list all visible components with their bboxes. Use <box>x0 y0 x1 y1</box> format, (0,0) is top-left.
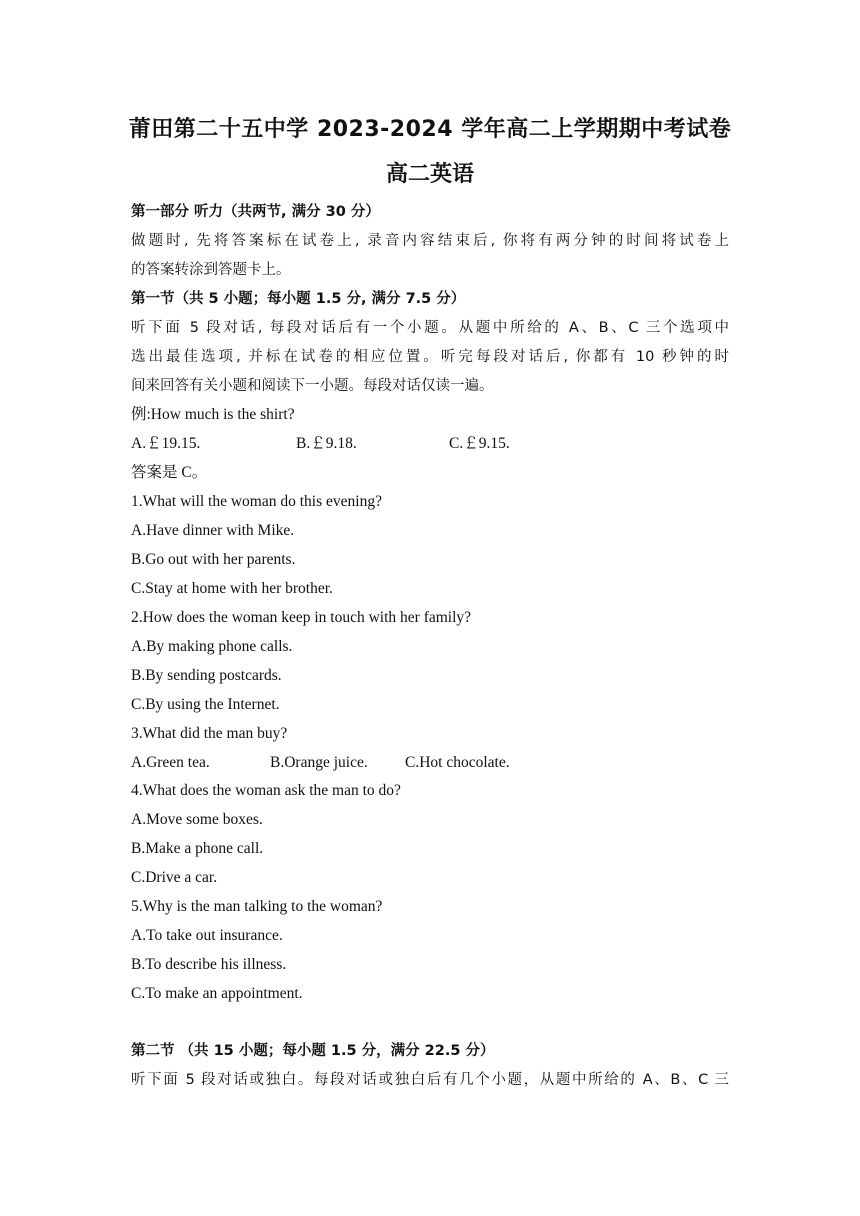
question-3-option-a: A.Green tea. <box>131 754 210 771</box>
section1-heading: 第一节（共 5 小题；每小题 1.5 分, 满分 7.5 分） <box>131 291 466 307</box>
question-5: 5.Why is the man talking to the woman? <box>131 898 383 915</box>
question-1-option-a: A.Have dinner with Mike. <box>131 522 295 539</box>
question-3-option-c: C.Hot chocolate. <box>405 754 510 771</box>
question-3-option-b: B.Orange juice. <box>270 754 368 771</box>
example-option-c: C.￡9.15. <box>449 435 510 452</box>
example-options <box>131 434 510 454</box>
question-3-options <box>131 753 510 773</box>
question-2: 2.How does the woman keep in touch with her family? <box>131 609 472 626</box>
question-1-option-b: B.Go out with her parents. <box>131 551 296 568</box>
question-4: 4.What does the woman ask the man to do? <box>131 782 401 799</box>
question-2-option-c: C.By using the Internet. <box>131 696 280 713</box>
section1-instructions-line3: 间来回答有关小题和阅读下一小题。每段对话仅读一遍。 <box>131 378 494 394</box>
question-4-option-a: A.Move some boxes. <box>131 811 263 828</box>
question-2-option-b: B.By sending postcards. <box>131 667 282 684</box>
question-2-option-a: A.By making phone calls. <box>131 638 293 655</box>
section2-instructions-line1: 听下面 5 段对话或独白。每段对话或独白后有几个小题，从题中所给的 A、B、C 三 <box>131 1072 729 1088</box>
example-option-b: B.￡9.18. <box>296 435 357 452</box>
section1-instructions-line1: 听下面 5 段对话, 每段对话后有一个小题。从题中所给的 A、B、C 三个选项中 <box>131 320 729 336</box>
part1-instructions-line2: 的答案转涂到答题卡上。 <box>131 262 291 278</box>
example-answer: 答案是 C。 <box>131 464 208 481</box>
example-question: 例:How much is the shirt? <box>131 406 295 423</box>
section2-heading: 第二节 （共 15 小题；每小题 1.5 分，满分 22.5 分） <box>131 1043 495 1059</box>
question-1: 1.What will the woman do this evening? <box>131 493 382 510</box>
part1-instructions-line1: 做题时, 先将答案标在试卷上, 录音内容结束后, 你将有两分钟的时间将试卷上 <box>131 233 729 249</box>
example-option-a: A.￡19.15. <box>131 435 201 452</box>
exam-title: 莆田第二十五中学 2023-2024 学年高二上学期期中考试卷 <box>128 117 732 142</box>
question-5-option-a: A.To take out insurance. <box>131 927 283 944</box>
question-5-option-b: B.To describe his illness. <box>131 956 287 973</box>
part1-heading: 第一部分 听力（共两节, 满分 30 分） <box>131 204 380 220</box>
question-4-option-c: C.Drive a car. <box>131 869 218 886</box>
question-1-option-c: C.Stay at home with her brother. <box>131 580 333 597</box>
question-5-option-c: C.To make an appointment. <box>131 985 303 1002</box>
section1-instructions-line2: 选出最佳选项, 并标在试卷的相应位置。听完每段对话后, 你都有 10 秒钟的时 <box>131 349 729 365</box>
question-4-option-b: B.Make a phone call. <box>131 840 264 857</box>
exam-subtitle: 高二英语 <box>385 162 474 187</box>
question-3: 3.What did the man buy? <box>131 725 288 742</box>
